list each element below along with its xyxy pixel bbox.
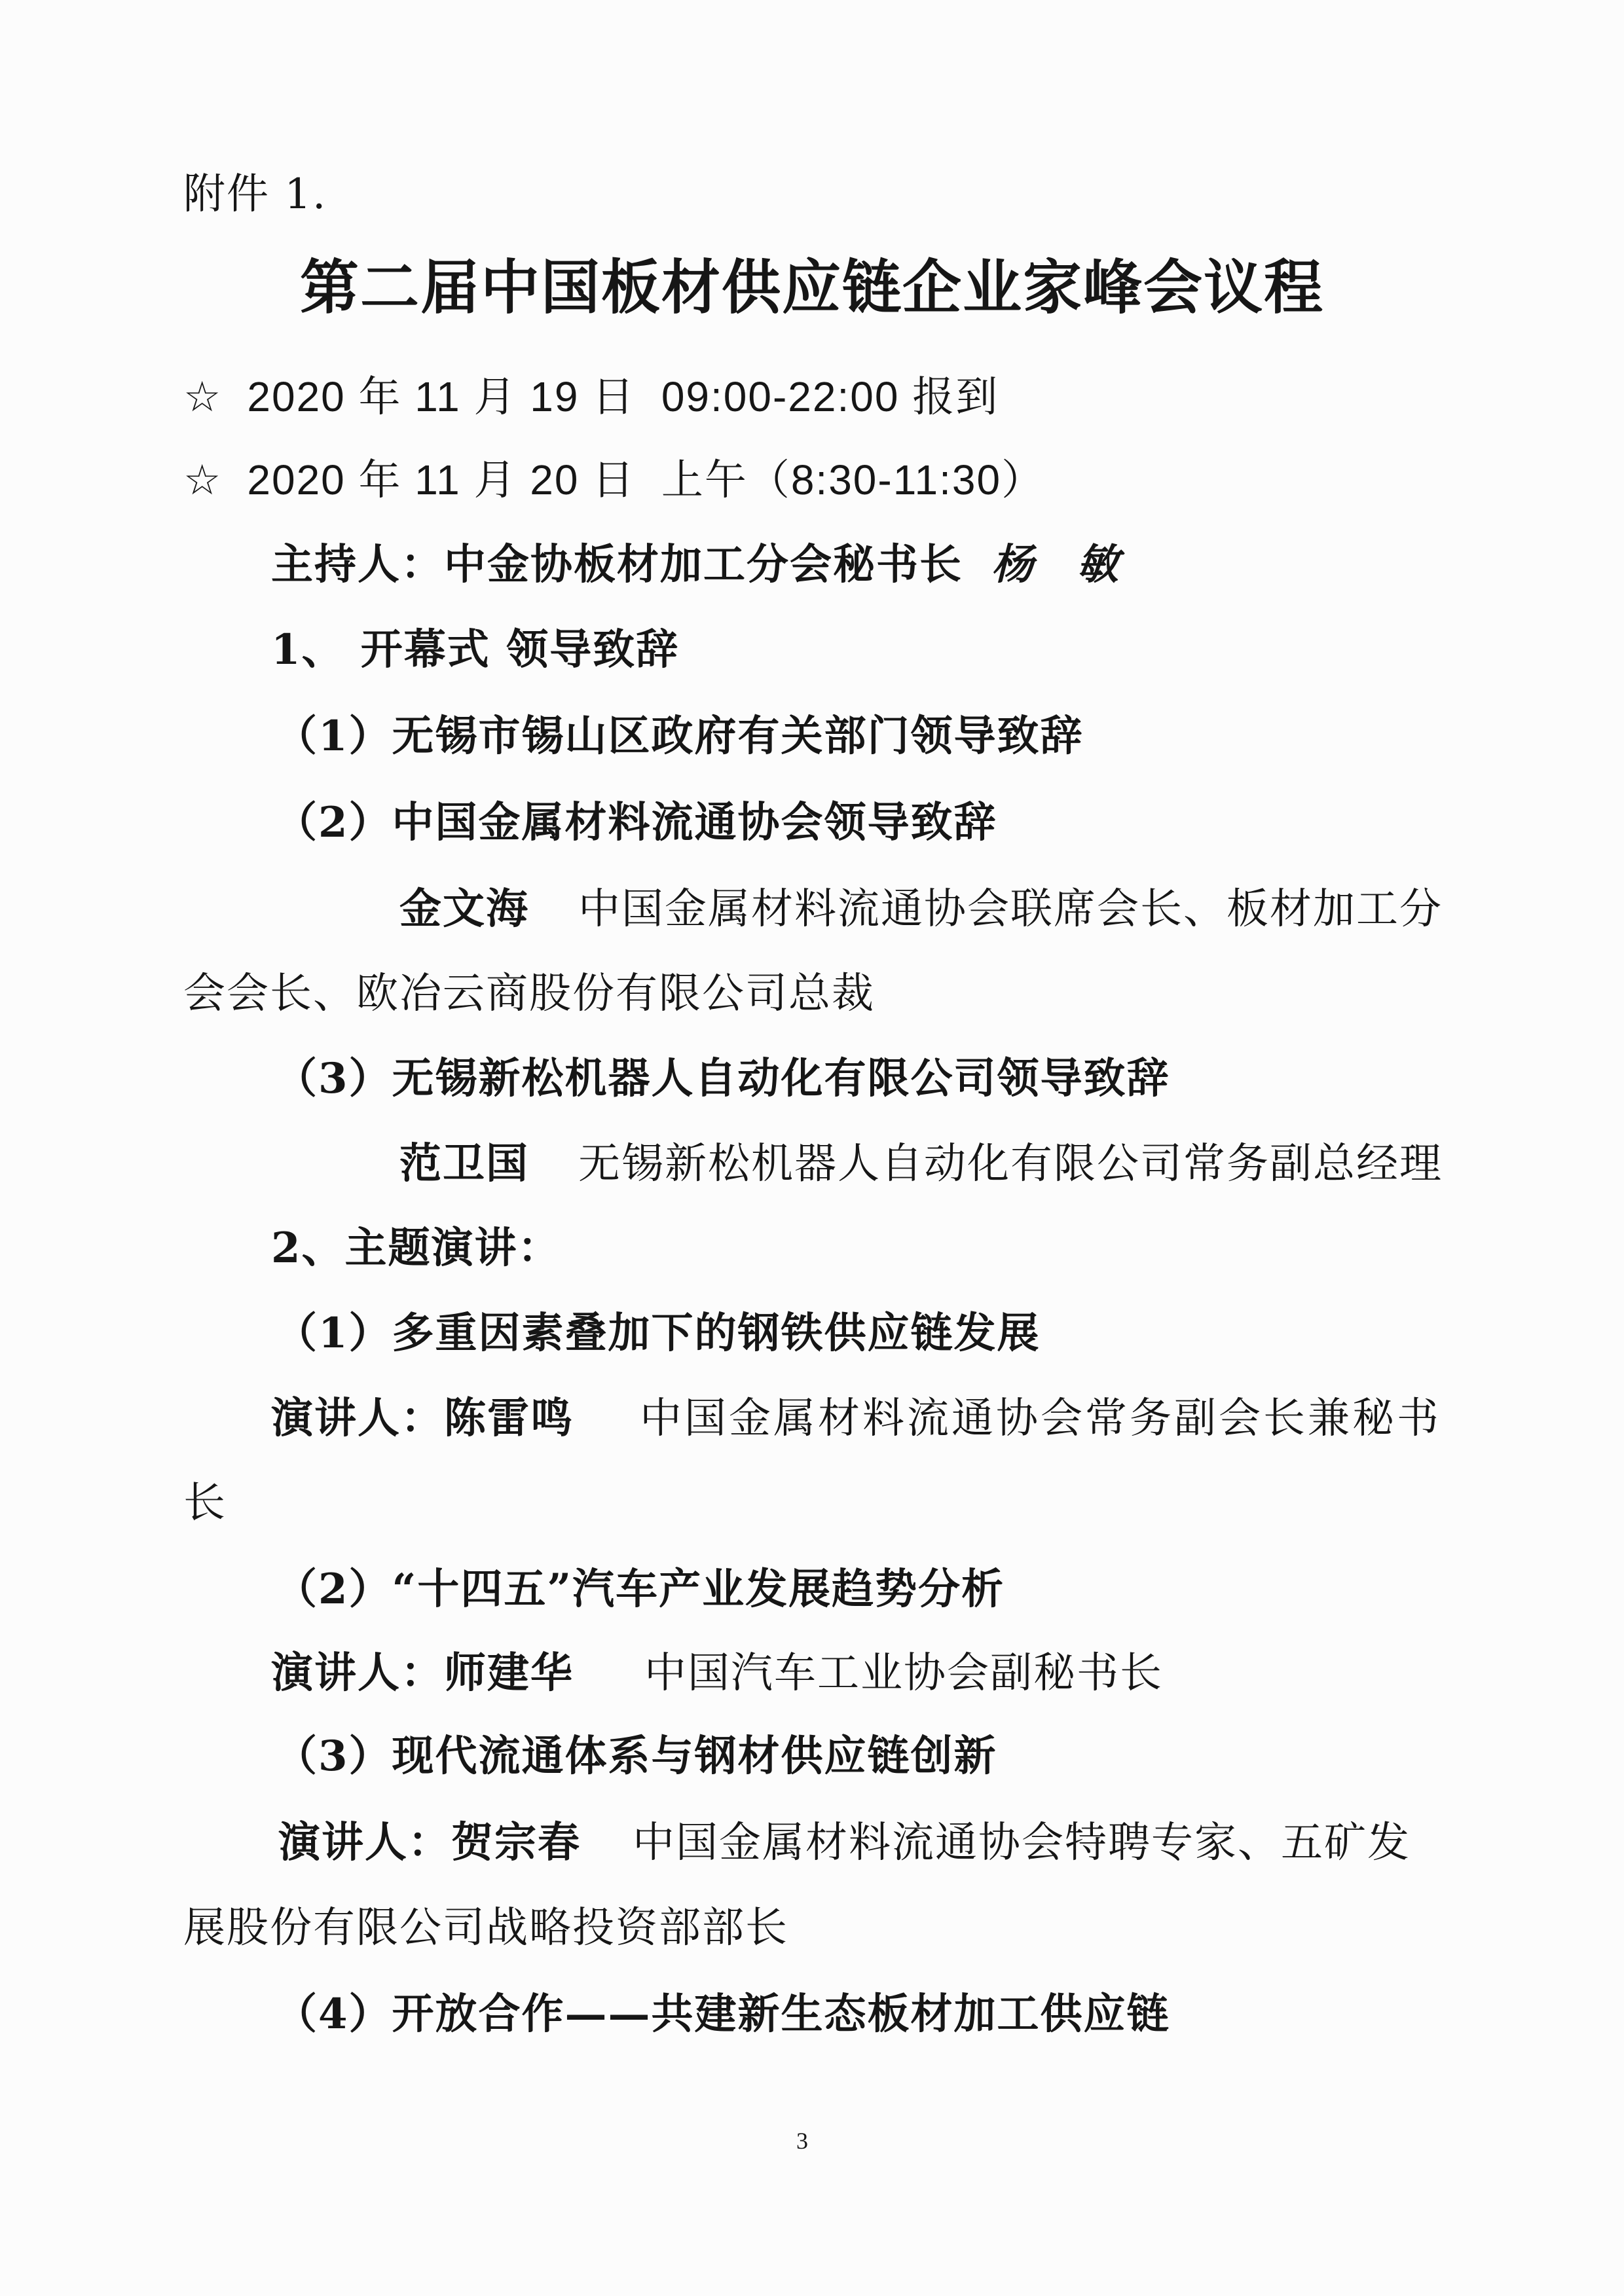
speaker-description: 无锡新松机器人自动化有限公司常务副总经理 [578, 1140, 1443, 1188]
agenda-item-title: （4）开放合作——共建新生态板材加工供应链 [275, 1990, 1170, 2039]
attachment-label: 附件 1. [183, 170, 327, 219]
host-name: 杨 敏 [991, 540, 1120, 589]
speaker-label: 演讲人： [271, 1394, 444, 1443]
speaker-name: 陈雷鸣 [444, 1394, 574, 1443]
section-heading-keynotes: 2、主题演讲： [271, 1224, 561, 1273]
speaker-description: 中国金属材料流通协会常务副会长兼秘书 [640, 1394, 1441, 1443]
speaker-line [271, 1393, 574, 1445]
speaker-line [278, 1817, 581, 1869]
speaker-name: 贺宗春 [451, 1818, 581, 1867]
page-number: 3 [796, 2128, 808, 2154]
speaker-name: 金文海 [399, 884, 529, 934]
speaker-name: 师建华 [444, 1649, 574, 1698]
speaker-label: 演讲人： [278, 1818, 451, 1867]
page-title: 第二届中国板材供应链企业家峰会议程 [300, 253, 1324, 322]
section-heading-opening: 1、 开幕式 领导致辞 [271, 625, 680, 674]
speaker-description: 中国汽车工业协会副秘书长 [644, 1649, 1163, 1698]
host-label: 主持人：中金协板材加工分会秘书长 [271, 540, 963, 589]
speaker-description: 中国金属材料流通协会特聘专家、五矿发 [633, 1819, 1411, 1867]
speaker-name: 范卫国 [399, 1139, 529, 1188]
agenda-item-title: （2）“十四五”汽车产业发展趋势分析 [275, 1565, 1005, 1614]
agenda-item-title: （1）多重因素叠加下的钢铁供应链发展 [275, 1309, 1041, 1358]
schedule-text: 2020 年 11 月 19 日 09:00-22:00 报到 [247, 373, 999, 420]
speaker-description: 长 [183, 1479, 227, 1527]
host-line [271, 539, 1120, 591]
schedule-text: 2020 年 11 月 20 日 上午（8:30-11:30） [247, 456, 1045, 503]
schedule-item [183, 454, 1044, 506]
agenda-item-title: （2）中国金属材料流通协会领导致辞 [275, 798, 997, 847]
schedule-item [183, 371, 999, 423]
speaker-label: 演讲人： [271, 1649, 444, 1698]
speaker-description: 展股份有限公司战略投资部部长 [183, 1904, 788, 1952]
agenda-item-title: （3）无锡新松机器人自动化有限公司领导致辞 [275, 1054, 1170, 1103]
agenda-item-title: （3）现代流通体系与钢材供应链创新 [275, 1732, 997, 1781]
speaker-line [271, 1647, 574, 1700]
star-icon: ☆ [183, 456, 221, 505]
speaker-description: 会会长、欧冶云商股份有限公司总裁 [183, 970, 875, 1018]
agenda-item-title: （1）无锡市锡山区政府有关部门领导致辞 [275, 712, 1084, 761]
speaker-description: 中国金属材料流通协会联席会长、板材加工分 [578, 885, 1443, 934]
star-icon: ☆ [183, 373, 221, 422]
